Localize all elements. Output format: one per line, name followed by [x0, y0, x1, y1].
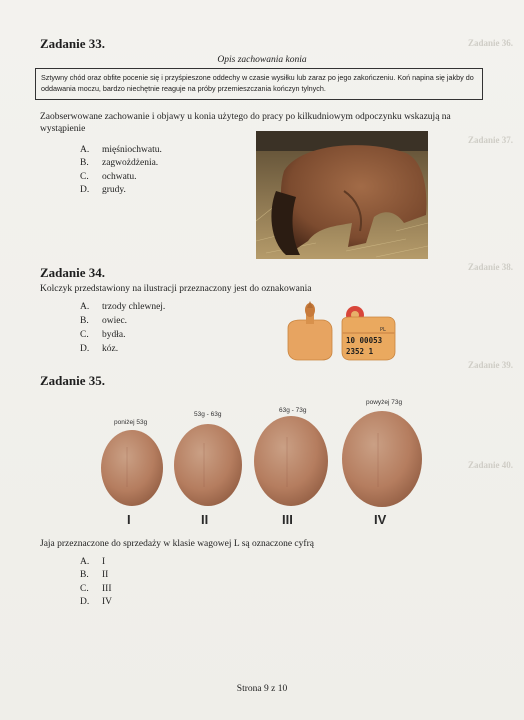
description-box: Sztywny chód oraz obfite pocenie się i przyśpieszone oddechy w czasie wysiłku lub zaraz po jego zakończeniu. Koń napina się jakby do oddawania moczu, bardzo niechętnie reaguje na próby przemieszczania kończyn tylnych. [35, 68, 483, 100]
ear-tag-country: PL [379, 327, 386, 333]
egg-weight-classes-figure [96, 395, 426, 535]
task33-heading: Zadanie 33. [40, 36, 106, 51]
description-box-title: Opis zachowania konia [217, 55, 307, 65]
bleed-through-text: Zadanie 38. [468, 262, 514, 272]
egg-class-2-numeral: II [201, 512, 209, 527]
egg-class-4-weight: powyżej 73g [366, 399, 403, 406]
ear-tag-number-line2: 2352 1 [346, 347, 374, 356]
task33-option-a[interactable]: A. mięśniochwatu. [80, 145, 162, 155]
task33-option-d[interactable]: D. grudy. [80, 185, 126, 195]
task34-option-a[interactable]: A. trzody chlewnej. [80, 302, 166, 312]
egg-class-3 [254, 416, 328, 506]
egg-class-3-numeral: III [282, 512, 293, 527]
egg-class-1-numeral: I [127, 512, 131, 527]
task33-option-c[interactable]: C. ochwatu. [80, 172, 137, 182]
ear-tag-number-line1: 10 00053 [346, 336, 383, 345]
egg-class-1 [101, 430, 163, 506]
task34-option-c[interactable]: C. bydła. [80, 330, 126, 340]
task34-option-d[interactable]: D. kóz. [80, 344, 119, 354]
task35-option-c[interactable]: C. III [80, 584, 112, 594]
task33-option-b[interactable]: B. zagwożdżenia. [80, 158, 159, 168]
task35-option-d[interactable]: D. IV [80, 597, 113, 607]
egg-class-2-weight: 53g - 63g [194, 411, 222, 418]
page-number: Strona 9 z 10 [236, 684, 288, 694]
bleed-through-text: Zadanie 36. [468, 38, 514, 48]
task34-option-b[interactable]: B. owiec. [80, 316, 128, 326]
horse-photo [256, 131, 428, 259]
egg-class-4 [342, 411, 422, 507]
egg-class-2 [174, 424, 242, 506]
egg-class-3-weight: 63g - 73g [279, 407, 307, 414]
task35-question: Jaja przeznaczone do sprzedaży w klasie wagowej L są oznaczone cyfrą [40, 539, 314, 549]
task35-option-b[interactable]: B. II [80, 570, 109, 580]
egg-class-4-numeral: IV [374, 512, 387, 527]
task34-heading: Zadanie 34. [40, 265, 106, 280]
bleed-through-text: Zadanie 37. [468, 135, 514, 145]
egg-class-1-weight: poniżej 53g [114, 419, 148, 426]
bleed-through-text: Zadanie 39. [468, 360, 514, 370]
bleed-through-text: Zadanie 40. [468, 460, 514, 470]
task35-heading: Zadanie 35. [40, 373, 106, 388]
task34-question: Kolczyk przedstawiony na ilustracji przeznaczony jest do oznakowania [40, 284, 312, 294]
task35-option-a[interactable]: A. I [80, 557, 106, 567]
ear-tag-image [282, 300, 398, 362]
task33-question: Zaobserwowane zachowanie i objawy u konia użytego do pracy po kilkudniowym odpoczynku wskazują na wystąpienie [40, 112, 451, 134]
